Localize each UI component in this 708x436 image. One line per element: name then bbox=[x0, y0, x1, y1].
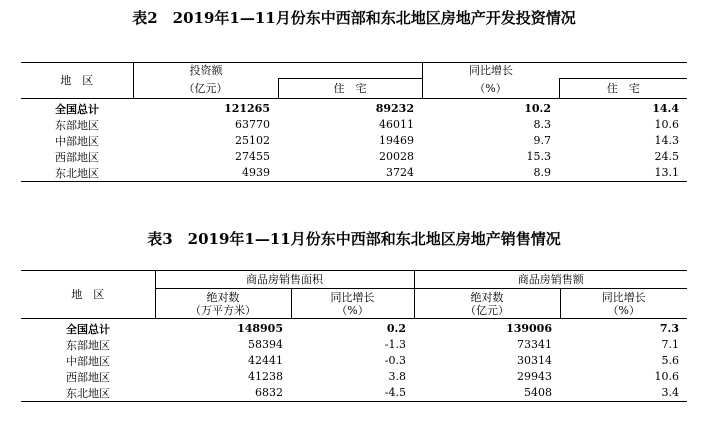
header-growth-cell bbox=[422, 63, 687, 79]
investment-table bbox=[21, 62, 687, 182]
cell-investment: 121265 bbox=[224, 102, 270, 115]
header-residential: 住 宅 bbox=[278, 79, 422, 99]
cell-investment: 27455 bbox=[235, 150, 270, 163]
header-growth-residential: 住 宅 bbox=[559, 79, 687, 99]
cell-sales-growth: 3.4 bbox=[560, 385, 687, 402]
cell-sales-abs: 30314 bbox=[517, 354, 552, 367]
cell-growth: 15.3 bbox=[526, 150, 551, 163]
header-sales-growth-unit: （%） bbox=[607, 303, 640, 317]
cell-area-abs: 6832 bbox=[155, 385, 291, 402]
header-area-abs-cell bbox=[155, 289, 291, 319]
cell-growth-residential: 10.6 bbox=[654, 118, 679, 131]
row-region: 全国总计 bbox=[55, 102, 99, 116]
header-sales-group: 商品房销售额 bbox=[414, 271, 687, 289]
cell-residential: 3724 bbox=[278, 165, 422, 182]
cell-growth-residential: 14.3 bbox=[654, 134, 679, 147]
row-region: 东北地区 bbox=[21, 385, 155, 402]
cell-residential: 46011 bbox=[379, 118, 414, 131]
cell-growth-residential: 13.1 bbox=[559, 165, 687, 182]
cell-area-growth: -0.3 bbox=[384, 354, 406, 367]
header-growth: 同比增长 bbox=[469, 63, 513, 77]
cell-sales-abs: 73341 bbox=[517, 338, 552, 351]
table-row bbox=[21, 369, 687, 385]
cell-area-abs: 41238 bbox=[248, 370, 283, 383]
cell-investment: 63770 bbox=[235, 118, 270, 131]
row-region: 中部地区 bbox=[66, 354, 110, 368]
table-row bbox=[21, 353, 687, 369]
cell-area-growth: -1.3 bbox=[384, 338, 406, 351]
cell-residential: 89232 bbox=[375, 102, 414, 115]
header-area-abs-unit: （万平方米） bbox=[190, 303, 256, 317]
cell-growth: 8.9 bbox=[422, 165, 559, 182]
header-investment-cell bbox=[133, 63, 422, 79]
table3-title: 表3 2019年1—11月份东中西部和东北地区房地产销售情况 bbox=[147, 230, 561, 248]
table2-title: 表2 2019年1—11月份东中西部和东北地区房地产开发投资情况 bbox=[132, 9, 576, 27]
cell-area-abs: 42441 bbox=[248, 354, 283, 367]
table-row bbox=[21, 321, 687, 337]
cell-sales-abs: 29943 bbox=[517, 370, 552, 383]
sales-table bbox=[21, 270, 687, 402]
header-area-abs: 绝对数 bbox=[206, 290, 240, 304]
cell-growth-residential: 14.4 bbox=[652, 102, 679, 115]
header-growth-unit: （%） bbox=[422, 79, 559, 99]
cell-investment: 4939 bbox=[133, 165, 278, 182]
row-region: 东部地区 bbox=[66, 338, 110, 352]
header-area-growth-cell bbox=[291, 289, 414, 319]
header-region: 地 区 bbox=[21, 271, 155, 319]
header-area-growth-unit: （%） bbox=[336, 303, 369, 317]
row-region: 东部地区 bbox=[55, 118, 99, 132]
header-investment: 投资额 bbox=[189, 63, 223, 77]
table-row bbox=[21, 385, 687, 402]
cell-residential: 19469 bbox=[379, 134, 414, 147]
row-region: 西部地区 bbox=[66, 370, 110, 384]
row-region: 中部地区 bbox=[55, 134, 99, 148]
cell-sales-growth: 7.3 bbox=[659, 322, 679, 335]
cell-area-growth: -4.5 bbox=[291, 385, 414, 402]
header-area-group: 商品房销售面积 bbox=[155, 271, 414, 289]
table-row bbox=[21, 165, 687, 182]
table-row bbox=[21, 337, 687, 353]
cell-area-abs: 58394 bbox=[248, 338, 283, 351]
table-row bbox=[21, 149, 687, 165]
cell-sales-growth: 5.6 bbox=[661, 354, 679, 367]
cell-sales-growth: 10.6 bbox=[654, 370, 679, 383]
header-area-growth: 同比增长 bbox=[330, 290, 375, 304]
table-row bbox=[21, 133, 687, 149]
header-sales-abs: 绝对数 bbox=[470, 290, 504, 304]
cell-residential: 20028 bbox=[379, 150, 414, 163]
cell-growth: 8.3 bbox=[533, 118, 551, 131]
header-sales-growth: 同比增长 bbox=[601, 290, 646, 304]
cell-growth-residential: 24.5 bbox=[654, 150, 679, 163]
cell-area-abs: 148905 bbox=[237, 322, 283, 335]
row-region: 全国总计 bbox=[66, 322, 110, 336]
cell-area-growth: 0.2 bbox=[386, 322, 406, 335]
cell-growth: 9.7 bbox=[533, 134, 551, 147]
header-sales-abs-unit: （亿元） bbox=[465, 303, 509, 317]
cell-sales-growth: 7.1 bbox=[661, 338, 679, 351]
header-region: 地 区 bbox=[21, 63, 133, 99]
cell-investment: 25102 bbox=[235, 134, 270, 147]
header-sales-abs-cell bbox=[414, 289, 560, 319]
cell-sales-abs: 5408 bbox=[414, 385, 560, 402]
row-region: 东北地区 bbox=[21, 165, 133, 182]
cell-growth: 10.2 bbox=[524, 102, 551, 115]
header-investment-unit: （亿元） bbox=[133, 79, 278, 99]
table-row bbox=[21, 101, 687, 117]
cell-sales-abs: 139006 bbox=[506, 322, 552, 335]
header-sales-growth-cell bbox=[560, 289, 687, 319]
row-region: 西部地区 bbox=[55, 150, 99, 164]
cell-area-growth: 3.8 bbox=[388, 370, 406, 383]
table-row bbox=[21, 117, 687, 133]
